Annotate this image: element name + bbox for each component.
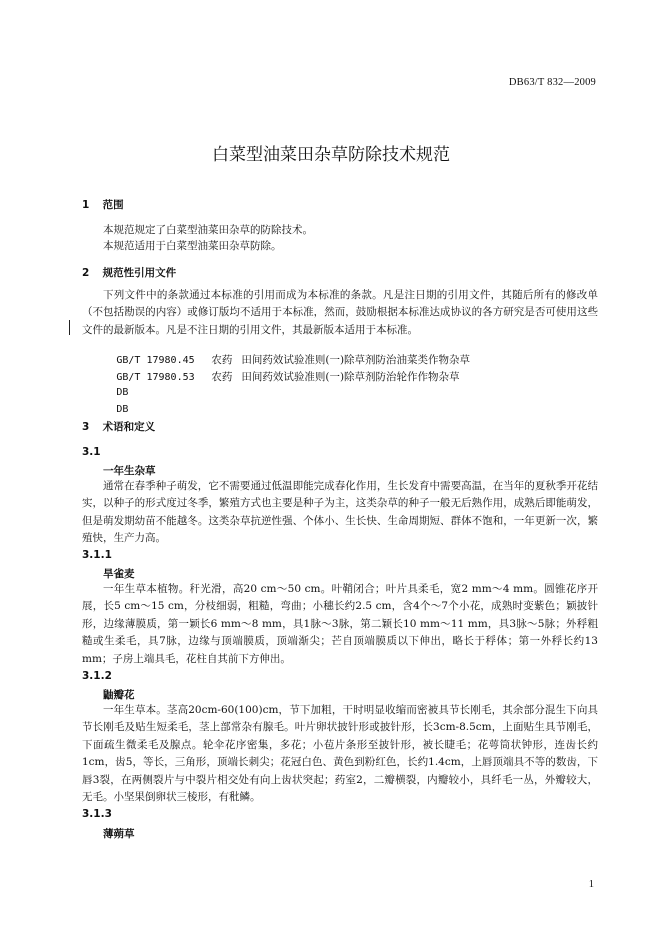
clause-number-3-1: 3.1 — [82, 446, 101, 458]
scope-line-1: 本规范规定了白菜型油菜田杂草的防除技术。 — [103, 224, 313, 236]
section-title: 规范性引用文件 — [102, 267, 177, 279]
term-lepyrodiclis: 薄蒴草 — [103, 828, 135, 840]
change-marker — [69, 320, 70, 335]
section-1-heading — [82, 197, 124, 212]
reference-code: GB/T 17980.45 — [116, 355, 195, 366]
section-title: 范围 — [102, 199, 124, 211]
clause-number-3-1-3: 3.1.3 — [82, 808, 112, 820]
reference-title: 田间药效试验准则(一)除草剂防治轮作作物杂草 — [241, 371, 460, 383]
page-number: 1 — [588, 879, 594, 890]
clause-number-3-1-2: 3.1.2 — [82, 670, 112, 682]
definition-bromus: 一年生草本植物。秆光滑，高20 cm～50 cm。叶鞘闭合；叶片具柔毛，宽2 mm～4 mm。圆锥花序开展，长5 cm～15 cm，分枝细弱，粗糙，弯曲；小穗长约2.5 cm，含4个～7个小花，成熟时变紫色；颖披针形，边缘薄膜质，第一颖长6 mm～8 mm，具1脉～3脉，第二颖长10 mm～11 mm，具3脉～5脉；外稃粗糙或生柔毛，具7脉，边缘与顶端膜质，顶端渐尖；芒自顶端膜质以下伸出，略长于稃体；第一外稃长约13 mm；子房上端具毛，花柱自其前下方伸出。 — [82, 583, 598, 665]
document-title: 白菜型油菜田杂草防除技术规范 — [212, 145, 450, 165]
standard-code: DB63/T 832—2009 — [508, 77, 596, 88]
section-3-heading — [82, 419, 155, 434]
section-number: 3 — [82, 421, 90, 433]
normative-references-paragraph: 下列文件中的条款通过本标准的引用而成为本标准的条款。凡是注日期的引用文件，其随后所有的修改单（不包括勘误的内容）或修订版均不适用于本标准，然而，鼓励根据本标准达成协议的各方研究是否可使用这些文件的最新版本。凡是不注日期的引用文件，其最新版本适用于本标准。 — [82, 289, 598, 336]
definition-annual-weed: 通常在春季种子萌发，它不需要通过低温即能完成春化作用，生长发育中需要高温，在当年的夏秋季开花结实，以种子的形式度过冬季，繁殖方式也主要是种子为主，这类杂草的种子一般无后熟作用，成熟后即能萌发，但是萌发期幼苗不能越冬。这类杂草抗逆性强、个体小、生长快、生命周期短、群体不饱和，一年更新一次，繁殖快，生产力高。 — [82, 480, 598, 545]
reference-title: 田间药效试验准则(一)除草剂防治油菜类作物杂草 — [241, 354, 471, 366]
scope-line-2: 本规范适用于白菜型油菜田杂草防除。 — [103, 240, 282, 252]
clause-number-3-1-1: 3.1.1 — [82, 549, 112, 561]
definition-galeopsis: 一年生草本。茎高20cm-60(100)cm，节下加粗，干时明显收缩而密被具节长刚毛，其余部分混生下向具节长刚毛及贴生短柔毛，茎上部常杂有腺毛。叶片卵状披针形或披针形，长3cm-8.5cm，上面贴生具节刚毛，下面疏生微柔毛及腺点。轮伞花序密集，多花；小苞片条形至披针形，被长睫毛；花萼筒状钟形，连齿长约1cm，齿5，等长，三角形，顶端长刺尖；花冠白色、黄色到粉红色，长约1.4cm，上唇顶端具不等的数齿，下唇3裂，在两侧裂片与中裂片相交处有向上齿状突起；药室2，二瓣横裂，内瓣较小，具纤毛一丛，外瓣较大，无毛。小坚果倒卵状三棱形，有秕鳞。 — [82, 704, 598, 804]
section-number: 1 — [82, 199, 90, 211]
section-2-heading — [82, 265, 176, 280]
section-title: 术语和定义 — [102, 421, 156, 433]
term-galeopsis: 鼬瓣花 — [103, 689, 135, 701]
term-bromus: 旱雀麦 — [103, 568, 135, 580]
section-number: 2 — [82, 267, 90, 279]
reference-code: DB — [116, 404, 129, 415]
term-annual-weed: 一年生杂草 — [103, 465, 156, 477]
reference-category: 农药 — [211, 371, 233, 383]
reference-category: 农药 — [211, 354, 233, 366]
reference-code: DB — [116, 387, 129, 398]
reference-code: GB/T 17980.53 — [116, 372, 195, 383]
